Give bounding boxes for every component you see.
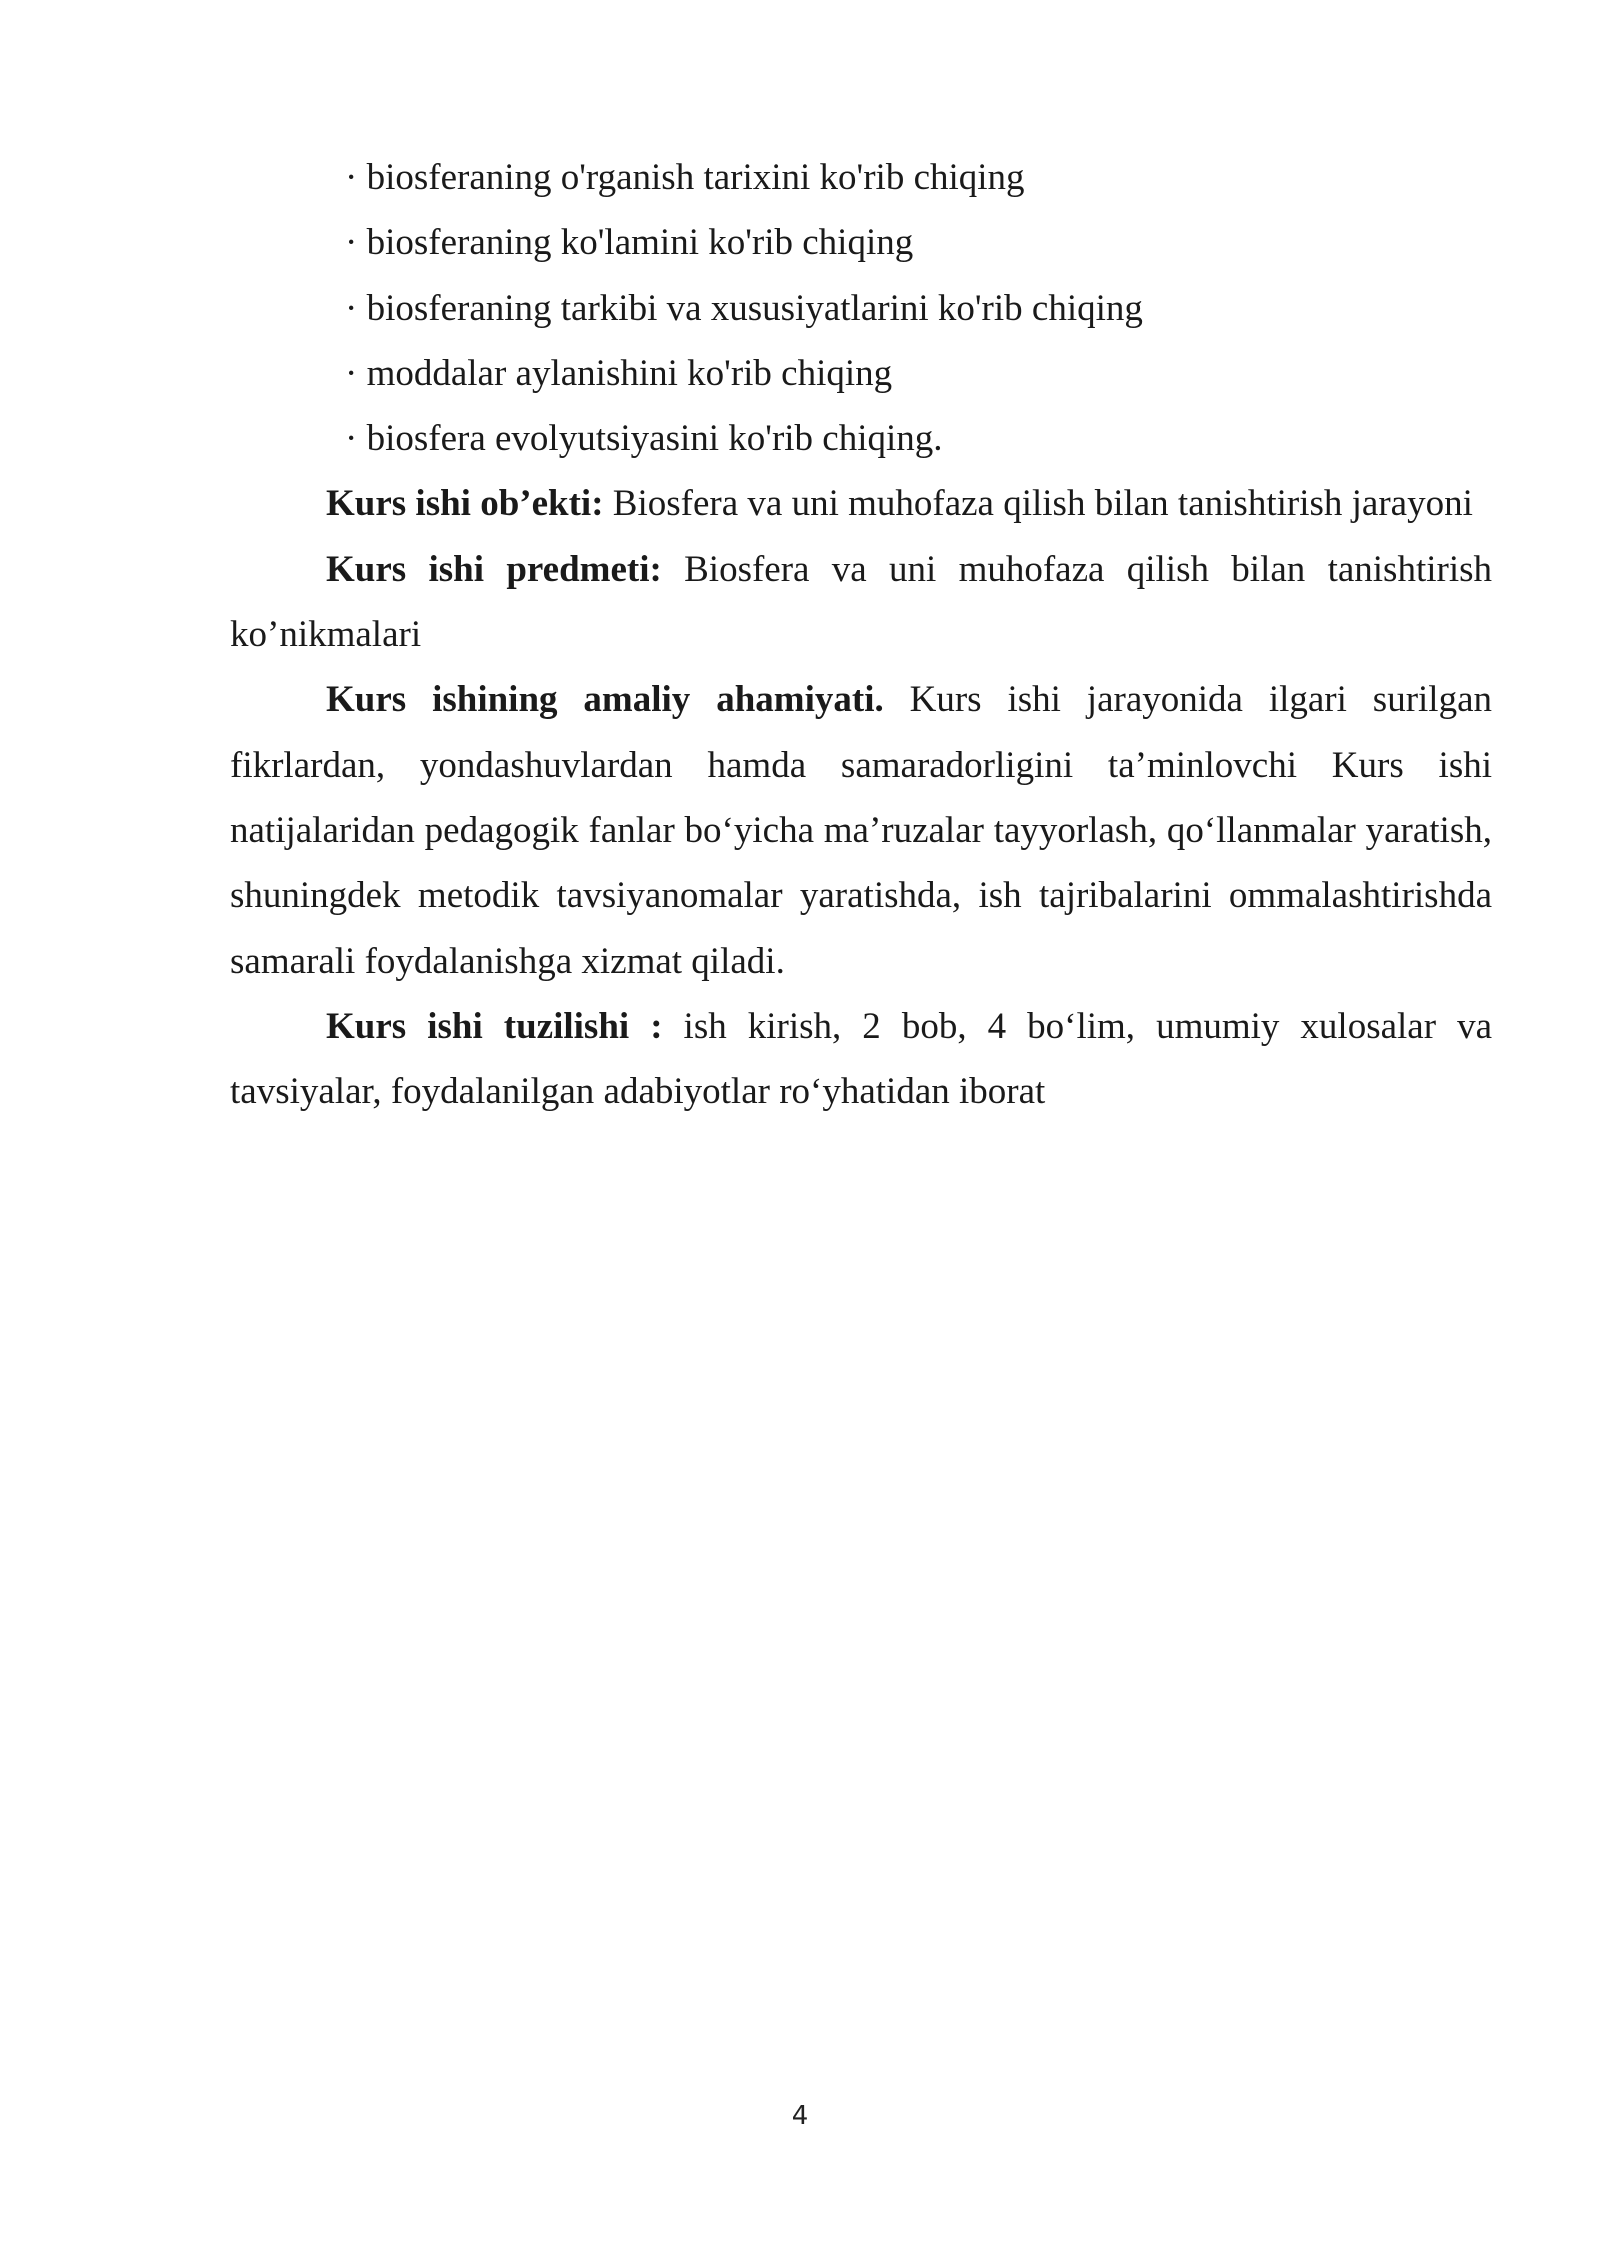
paragraph-subject <box>230 537 1492 668</box>
paragraph-practical-importance <box>230 667 1492 993</box>
paragraph-object <box>230 471 1492 536</box>
paragraph-label: Kurs ishining amaliy ahamiyati. <box>326 679 884 721</box>
bullet-item: · biosferaning o'rganish tarixini ko'rib chiqing <box>345 157 1025 198</box>
page-number: 4 <box>791 2101 809 2131</box>
paragraph-text: ish kirish, 2 bob, 4 bo‘lim, umumiy xulosalar va tavsiyalar, foydalanilgan adabiyotlar ro‘yhatidan iborat <box>230 1005 1492 1113</box>
bullet-item: · biosferaning ko'lamini ko'rib chiqing <box>345 222 914 264</box>
paragraph-label: Kurs ishi ob’ekti: <box>326 483 604 525</box>
paragraph-text: Biosfera va uni muhofaza qilish bilan tanishtirish ko’nikmalari <box>230 548 1493 656</box>
bullet-item: · biosfera evolyutsiyasini ko'rib chiqing. <box>345 418 943 460</box>
bullet-item: · moddalar aylanishini ko'rib chiqing <box>345 352 893 394</box>
paragraph-text: Kurs ishi jarayonida ilgari surilgan fikrlardan, yondashuvlardan hamda samaradorligini ta’minlovchi Kurs ishi natijalaridan pedagogik fanlar bo‘yicha ma’ruzalar tayyorlash, qo‘llanmalar yaratish, shuningdek metodik tavsiyanomalar yaratishda, ish tajribalarini ommalashtirishda samarali foydalanishga xizmat qiladi. <box>230 679 1492 982</box>
paragraph-text: Biosfera va uni muhofaza qilish bilan tanishtirish jarayoni <box>603 483 1473 525</box>
bullet-item: · biosferaning tarkibi va xususiyatlarini ko'rib chiqing <box>345 287 1143 329</box>
task-bullet-list <box>230 145 1492 471</box>
page-content <box>230 145 1492 1124</box>
paragraph-label: Kurs ishi tuzilishi : <box>326 1005 663 1047</box>
paragraph-label: Kurs ishi predmeti: <box>326 548 662 590</box>
paragraph-structure <box>230 994 1492 1125</box>
